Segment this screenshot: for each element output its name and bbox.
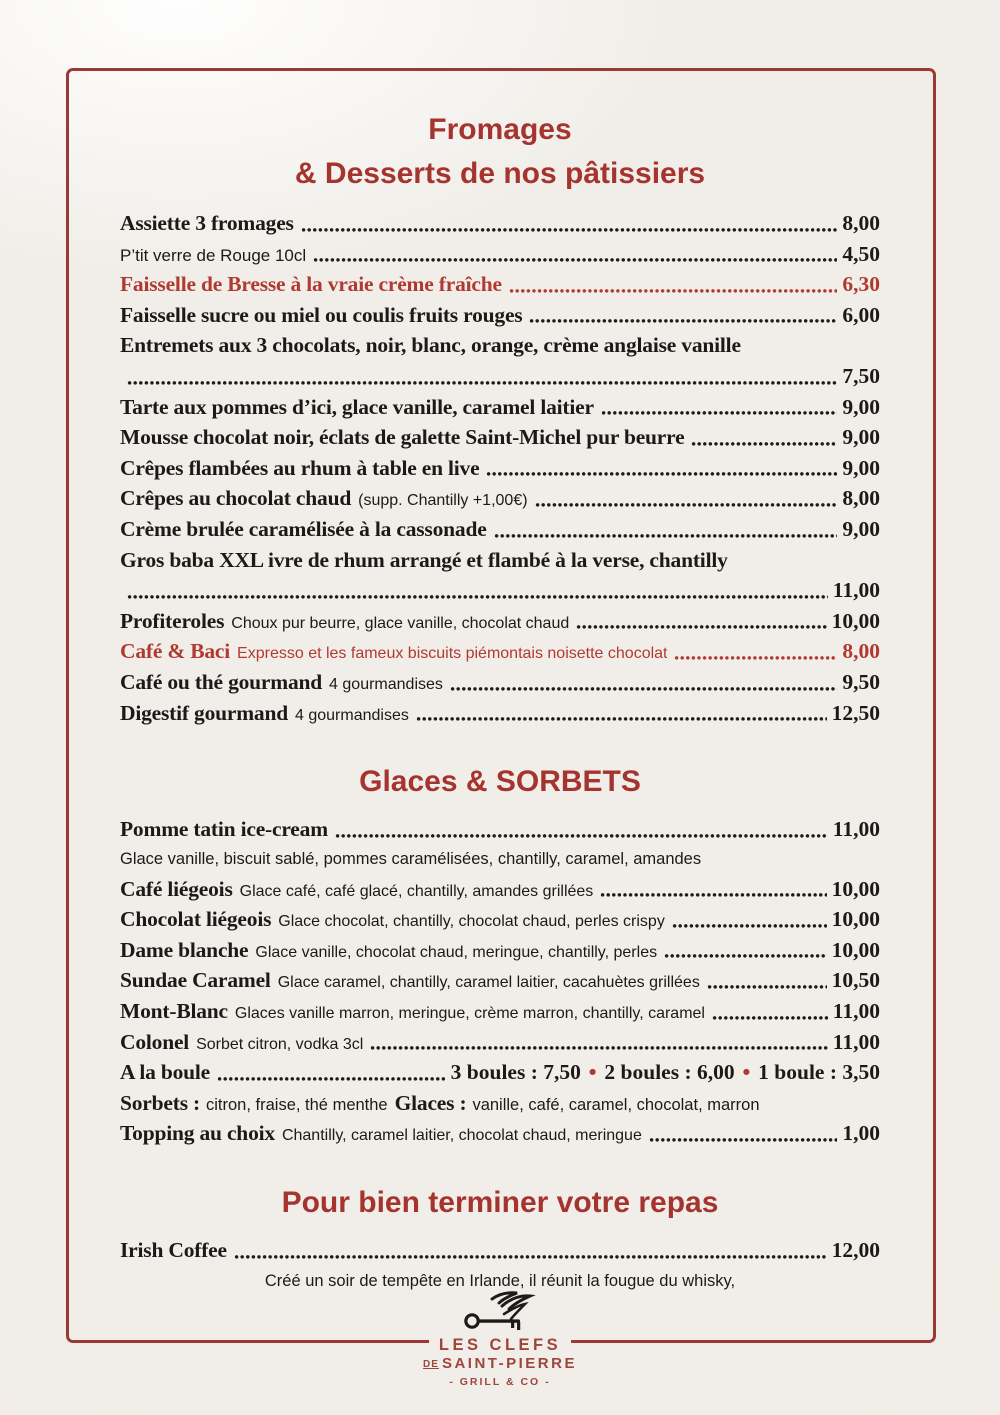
menu-row (120, 1118, 880, 1149)
menu-row (120, 545, 880, 576)
item-price: 8,00 (842, 486, 880, 511)
dot-leader (127, 594, 828, 600)
item-price: 12,00 (831, 1238, 880, 1263)
item-description: Glace vanille, chocolat chaud, meringue, chantilly, perles (255, 943, 658, 961)
menu-row (120, 1027, 880, 1058)
item-description: Glaces vanille marron, meringue, crème marron, chantilly, caramel (234, 1005, 705, 1023)
item-description: Sorbet citron, vodka 3cl (196, 1035, 364, 1053)
item-price: 9,00 (842, 455, 880, 480)
menu-row (120, 996, 880, 1027)
item-description: vanille, café, caramel, chocolat, marron (472, 1095, 760, 1114)
item-price: 12,50 (831, 700, 880, 725)
item-description: Chantilly, caramel laitier, chocolat chaud, meringue (281, 1127, 642, 1145)
item-name: Pomme tatin ice-cream (120, 817, 328, 842)
menu-row (120, 874, 880, 905)
item-description: (supp. Chantilly +1,00€) (358, 492, 528, 510)
item-description: Glace caramel, chantilly, caramel laitier, cacahuètes grillées (277, 974, 700, 992)
item-price: 10,00 (831, 907, 880, 932)
dot-leader (494, 533, 838, 539)
menu-row (120, 935, 880, 966)
logo-tagline: - GRILL & CO - (449, 1376, 551, 1388)
item-description: Glace chocolat, chantilly, chocolat chaud, perles crispy (278, 913, 665, 931)
item-description: citron, fraise, thé menthe (206, 1095, 388, 1114)
dot-leader (217, 1076, 446, 1082)
boule-price-segment: 1 boule : 3,50 (758, 1060, 880, 1085)
dot-leader (712, 1015, 828, 1021)
item-price: 8,00 (842, 211, 880, 235)
item-name: A la boule (120, 1060, 210, 1085)
item-name: P’tit verre de Rouge 10cl (120, 245, 307, 265)
dot-leader (600, 892, 826, 898)
item-name: Glaces : (394, 1090, 467, 1115)
menu-row (120, 698, 880, 729)
item-name: Crêpes flambées au rhum à table en live (120, 455, 480, 480)
dot-leader (127, 380, 837, 386)
item-description-line: Glace vanille, biscuit sablé, pommes caramélisées, chantilly, caramel, amandes (120, 849, 702, 868)
menu-row (120, 904, 880, 935)
dot-leader (601, 410, 838, 416)
item-price: 11,00 (832, 817, 880, 842)
item-name: Crème brulée caramélisée à la cassonade (120, 516, 487, 541)
item-name: Profiteroles (120, 608, 225, 633)
item-name: Entremets aux 3 chocolats, noir, blanc, orange, crème anglaise vanille (120, 333, 741, 358)
item-price: 6,30 (842, 272, 880, 297)
menu-item-list (120, 208, 880, 1296)
menu-row (120, 606, 880, 637)
item-name: Sundae Caramel (120, 968, 271, 993)
item-name: Café ou thé gourmand (120, 669, 323, 694)
item-price: 10,00 (831, 608, 880, 633)
item-name: Mont-Blanc (120, 999, 228, 1024)
menu-row (120, 269, 880, 300)
item-name: Chocolat liégeois (120, 907, 272, 932)
item-name: Assiette 3 fromages (120, 211, 294, 235)
item-name: Café liégeois (120, 876, 233, 901)
dot-leader (416, 716, 827, 722)
item-name: Café & Baci (120, 639, 231, 664)
item-name: Mousse chocolat noir, éclats de galette Saint-Michel pur beurre (120, 425, 685, 450)
menu-title-line2: & Desserts de nos pâtissiers (294, 157, 706, 190)
item-description: Choux pur beurre, glace vanille, chocolat chaud (231, 614, 570, 632)
menu-row (120, 300, 880, 331)
dot-leader (691, 441, 837, 447)
dot-leader (370, 1045, 828, 1051)
dot-leader (707, 984, 827, 990)
item-price: 10,50 (831, 968, 880, 993)
menu-row (120, 208, 880, 239)
section-header: Pour bien terminer votre repas (281, 1186, 719, 1220)
logo-name-main: SAINT-PIERRE (441, 1355, 577, 1372)
item-description: Expresso et les fameux biscuits piémontais noisette chocolat (237, 645, 668, 663)
dot-leader (535, 502, 838, 508)
item-price: 11,00 (832, 1029, 880, 1054)
menu-row (120, 330, 880, 361)
dot-leader (649, 1137, 838, 1143)
item-price: 10,00 (831, 876, 880, 901)
menu-row (120, 1235, 880, 1266)
menu-row (120, 361, 880, 392)
item-price: 11,00 (832, 578, 880, 603)
item-name: Tarte aux pommes d’ici, glace vanille, caramel laitier (120, 394, 594, 419)
menu-row (120, 575, 880, 606)
restaurant-logo (423, 1290, 577, 1390)
menu-row (120, 514, 880, 545)
item-price: 9,00 (842, 394, 880, 419)
section-header: Glaces & SORBETS (359, 765, 641, 799)
menu-content (66, 68, 936, 1296)
item-description: 4 gourmandises (329, 675, 443, 693)
menu-row (120, 965, 880, 996)
boule-price-segment: 2 boules : 6,00 (604, 1060, 735, 1085)
item-name: Crêpes au chocolat chaud (120, 486, 352, 511)
key-grill-icon (462, 1290, 538, 1334)
dot-leader (529, 318, 837, 324)
menu-title (120, 108, 880, 196)
item-name: Dame blanche (120, 937, 249, 962)
dot-leader (674, 655, 837, 661)
dot-leader (672, 923, 827, 929)
boule-price-segment: 3 boules : 7,50 (450, 1060, 581, 1085)
item-footnote: Créé un soir de tempête en Irlande, il réunit la fougue du whisky, (264, 1271, 736, 1290)
logo-name-line1: LES CLEFS (429, 1336, 571, 1355)
item-price: 9,00 (842, 425, 880, 450)
menu-title-line1: Fromages (428, 113, 572, 146)
item-price: 1,00 (842, 1121, 880, 1146)
dot-leader (486, 471, 837, 477)
menu-row (120, 483, 880, 514)
logo-name-line2 (423, 1355, 577, 1374)
bullet-separator: • (742, 1060, 751, 1085)
item-name: Irish Coffee (120, 1238, 227, 1263)
item-name: Faisselle de Bresse à la vraie crème fraîche (120, 272, 502, 297)
bullet-separator: • (588, 1060, 597, 1085)
menu-row (120, 422, 880, 453)
item-price: 9,50 (842, 669, 880, 694)
menu-row (120, 1088, 880, 1119)
item-description: Glace café, café glacé, chantilly, amandes grillées (239, 882, 594, 900)
dot-leader (576, 624, 826, 630)
item-description: 4 gourmandises (295, 706, 409, 724)
item-price: 11,00 (832, 999, 880, 1024)
dot-leader (234, 1254, 827, 1260)
item-name: Gros baba XXL ivre de rhum arrangé et flambé à la verse, chantilly (120, 547, 728, 572)
item-price: 4,50 (842, 241, 880, 266)
menu-row (120, 636, 880, 667)
dot-leader (301, 227, 838, 233)
menu-row (120, 814, 880, 845)
item-price: 6,00 (842, 302, 880, 327)
menu-row (120, 1057, 880, 1088)
dot-leader (313, 257, 837, 263)
menu-row (120, 392, 880, 423)
item-price: 8,00 (842, 639, 880, 664)
item-price: 7,50 (842, 363, 880, 388)
dot-leader (664, 953, 827, 959)
item-name: Sorbets : (120, 1090, 201, 1115)
item-name: Colonel (120, 1029, 190, 1054)
dot-leader (509, 288, 838, 294)
item-name: Digestif gourmand (120, 700, 289, 725)
item-price: 10,00 (831, 937, 880, 962)
item-price: 9,00 (842, 516, 880, 541)
dot-leader (335, 833, 828, 839)
dot-leader (450, 686, 837, 692)
item-name: Faisselle sucre ou miel ou coulis fruits rouges (120, 302, 523, 327)
item-name: Topping au choix (120, 1121, 275, 1146)
menu-row (120, 667, 880, 698)
menu-row (120, 453, 880, 484)
logo-de-prefix: DE (423, 1359, 439, 1370)
menu-row (120, 239, 880, 270)
